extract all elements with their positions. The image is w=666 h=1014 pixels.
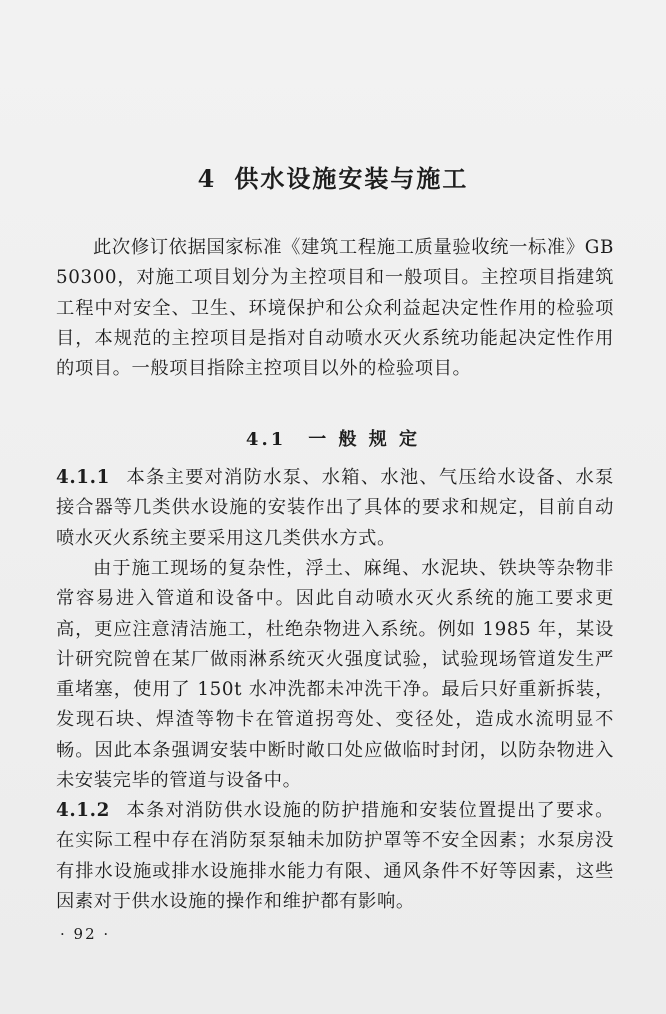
clause-number: 4.1.2 [56, 800, 110, 821]
intro-paragraph: 此次修订依据国家标准《建筑工程施工质量验收统一标准》GB 50300，对施工项目划分为主控项目和一般项目。主控项目指建筑工程中对安全、卫生、环境保护和公众利益起决定性作用的检验项目，本规范的主控项目是指对自动喷水灭火系统功能起决定性作用的项目。一般项目指除主控项目以外的检验项目。 [56, 237, 614, 380]
chapter-number: 4 [197, 164, 217, 194]
chapter-title [0, 159, 666, 194]
clause-4-1-2 [56, 796, 614, 917]
section-number: 4.1 [245, 429, 287, 450]
clause-4-1-1-followup: 由于施工现场的复杂性，浮土、麻绳、水泥块、铁块等杂物非常容易进入管道和设备中。因此自动喷水灭火系统的施工要求更高，更应注意清洁施工，杜绝杂物进入系统。例如 1985 年，某设计研究院曾在某厂做雨淋系统灭火强度试验，试验现场管道发生严重堵塞，使用了 150t 水冲洗都未冲洗干净。最后只好重新拆装，发现石块、焊渣等物卡在管道拐弯处、变径处，造成水流明显不畅。因此本条强调安装中断时敞口处应做临时封闭，以防杂物进入未安装完毕的管道与设备中。 [56, 558, 614, 792]
section-title-text: 一 般 规 定 [308, 429, 421, 450]
clause-text: 本条主要对消防水泵、水箱、水池、气压给水设备、水泵接合器等几类供水设施的安装作出了具体的要求和规定，目前自动喷水灭火系统主要采用这几类供水方式。 [56, 467, 614, 549]
section-title [0, 425, 666, 451]
clause-text: 本条对消防供水设施的防护措施和安装位置提出了要求。在实际工程中存在消防泵泵轴未加防护罩等不安全因素；水泵房没有排水设施或排水设施排水能力有限、通风条件不好等因素，这些因素对于供水设施的操作和维护都有影响。 [56, 800, 614, 912]
clause-4-1-1 [56, 463, 614, 554]
page-number: · 92 · [60, 925, 111, 943]
chapter-title-text: 供水设施安装与施工 [234, 164, 469, 194]
clause-number: 4.1.1 [56, 467, 110, 488]
